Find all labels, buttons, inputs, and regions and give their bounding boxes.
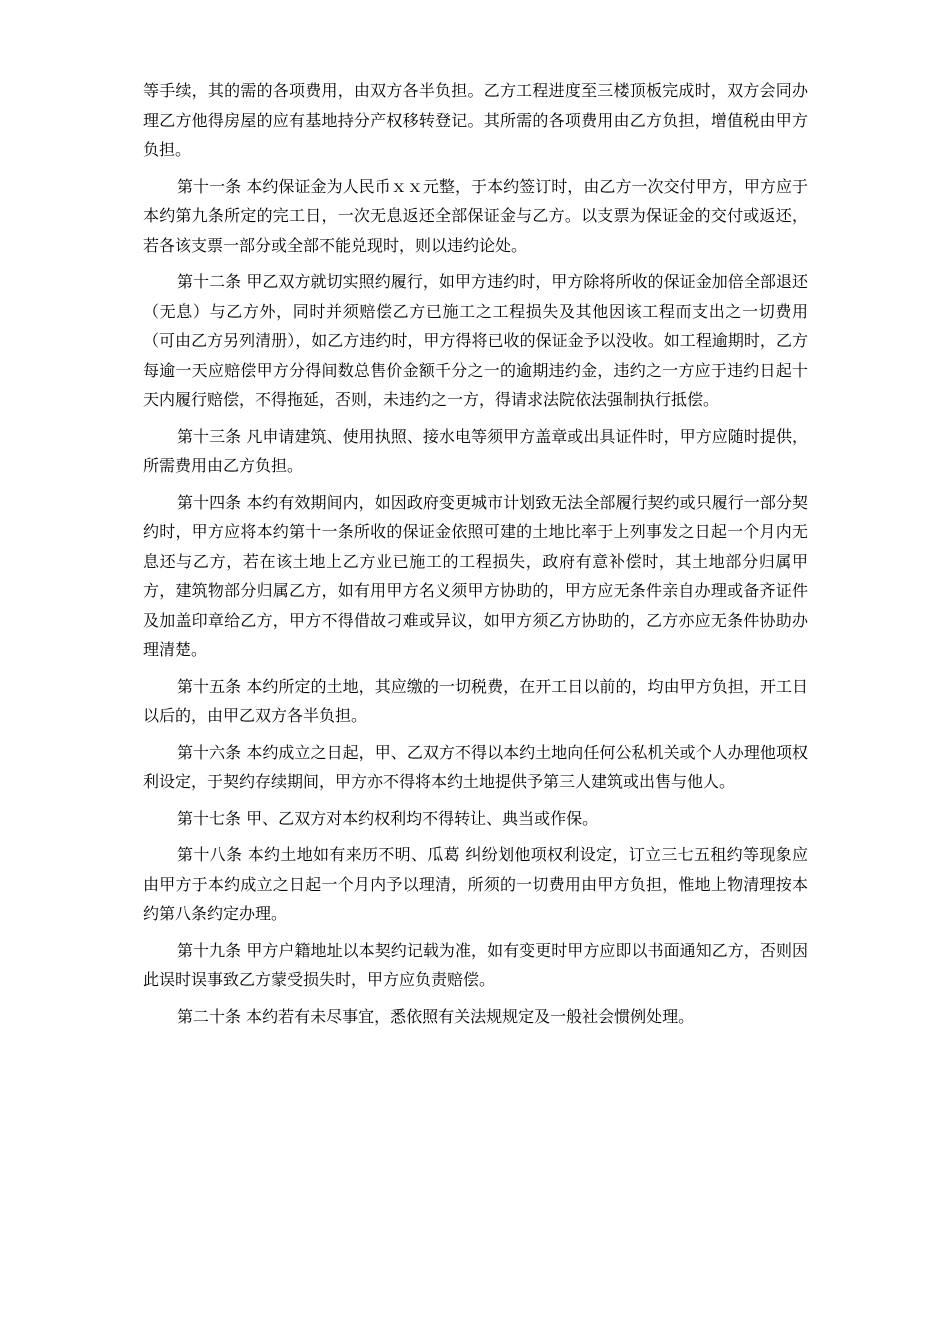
article-15: 第十五条 本约所定的土地，其应缴的一切税费，在开工日以前的，均由甲方负担，开工日以后的，由甲乙双方各半负担。 — [143, 676, 808, 725]
article-13: 第十三条 凡申请建筑、使用执照、接水电等须甲方盖章或出具证件时，甲方应随时提供，所需费用由乙方负担。 — [143, 426, 808, 475]
document-body — [143, 76, 808, 1038]
article-19: 第十九条 甲方户籍地址以本契约记载为准，如有变更时甲方应即以书面通知乙方，否则因此误时误事致乙方蒙受损失时，甲方应负责赔偿。 — [143, 940, 808, 989]
paragraph-continuation: 等手续，其的需的各项费用，由双方各半负担。乙方工程进度至三楼顶板完成时，双方会同办理乙方他得房屋的应有基地持分产权移转登记。其所需的各项费用由乙方负担，增值税由甲方负担。 — [143, 81, 808, 159]
article-20: 第二十条 本约若有未尽事宜，悉依照有关法规规定及一般社会惯例处理。 — [177, 1006, 695, 1026]
article-17: 第十七条 甲、乙双方对本约权利均不得转让、典当或作保。 — [177, 808, 599, 828]
article-18: 第十八条 本约土地如有来历不明、瓜葛 纠纷划他项权利设定，订立三七五租约等现象应由甲方于本约成立之日起一个月内予以理清，所须的一切费用由甲方负担，惟地上物清理按本约第八条约定办理。 — [143, 845, 808, 923]
article-16: 第十六条 本约成立之日起，甲、乙双方不得以本约土地向任何公私机关或个人办理他项权利设定，于契约存续期间，甲方亦不得将本约土地提供予第三人建筑或出售与他人。 — [143, 742, 808, 791]
article-12: 第十二条 甲乙双方就切实照约履行，如甲方违约时，甲方除将所收的保证金加倍全部退还（无息）与乙方外，同时并须赔偿乙方已施工之工程损失及其他因该工程而支出之一切费用（可由乙方另列清册），如乙方违约时，甲方得将已收的保证金予以没收。如工程逾期时，乙方每逾一天应赔偿甲方分得间数总售价金额千分之一的逾期违约金，违约之一方应于违约日起十天内履行赔偿，不得拖延，否则，未违约之一方，得请求法院依法强制执行抵偿。 — [143, 272, 808, 409]
article-11: 第十一条 本约保证金为人民币ｘｘ元整，于本约签订时，由乙方一次交付甲方，甲方应于本约第九条所定的完工日，一次无息返还全部保证金与乙方。以支票为保证金的交付或返还，若各该支票一部分或全部不能兑现时，则以违约论处。 — [143, 176, 808, 255]
article-14: 第十四条 本约有效期间内，如因政府变更城市计划致无法全部履行契约或只履行一部分契约时，甲方应将本约第十一条所收的保证金依照可建的土地比率于上列事发之日起一个月内无息还与乙方，若在该土地上乙方业已施工的工程损失，政府有意补偿时，其土地部分归属甲方，建筑物部分归属乙方，如有用甲方名义须甲方协助的，甲方应无条件亲自办理或备齐证件及加盖印章给乙方，甲方不得借故刁难或异议，如甲方须乙方协助的，乙方亦应无条件协助办理清楚。 — [143, 492, 808, 659]
